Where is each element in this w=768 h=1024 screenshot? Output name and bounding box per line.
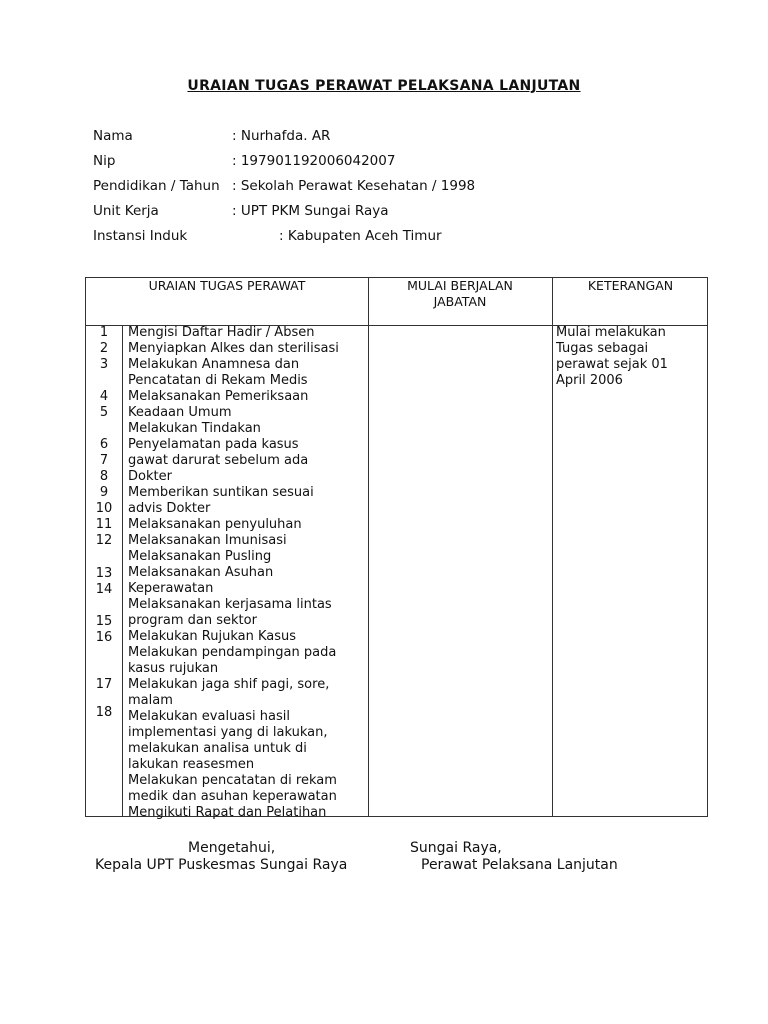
row-number: 2 [99,341,109,356]
info-value: : Sekolah Perawat Kesehatan / 1998 [232,178,476,194]
info-value: : Nurhafda. AR [232,128,331,144]
info-row-unit-kerja [93,203,389,219]
keterangan-text: Mulai melakukan Tugas sebagai perawat sejak 01 April 2006 [556,325,668,388]
row-number: 7 [99,453,109,468]
info-row-instansi [93,228,442,244]
row-number: 18 [95,705,113,720]
row-number: 12 [95,533,113,548]
row-number: 4 [99,389,109,404]
row-number: 9 [99,485,109,500]
row-number: 3 [99,357,109,372]
tasks-list: Mengisi Daftar Hadir / Absen Menyiapkan Alkes dan sterilisasi Melakukan Anamnesa dan Pencatatan di Rekam Medis Melaksanakan Pemeriksaan Keadaan Umum Melakukan Tindakan Penyelamatan pada kasus gawat darurat sebelum ada Dokter Memberikan suntikan sesuai advis Dokter Melaksanakan penyuluhan Melaksanakan Imunisasi Melaksanakan Pusling Melaksanakan Asuhan Keperawatan Melaksanakan kerjasama lintas program dan sektor Melakukan Rujukan Kasus Melakukan pendampingan pada kasus rujukan Melakukan jaga shif pagi, sore, malam Melakukan evaluasi hasil implementasi yang di lakukan, melakukan analisa untuk di lakukan reasesmen Melakukan pencatatan di rekam medik dan asuhan keperawatan Mengikuti Rapat dan Pelatihan [128,325,339,820]
row-number: 5 [99,405,109,420]
info-label: Nip [93,153,116,169]
signature-left-title: Kepala UPT Puskesmas Sungai Raya [95,857,348,873]
row-number: 13 [95,566,113,581]
signature-right-label: Sungai Raya, [410,840,502,856]
row-number: 10 [95,501,113,516]
header-uraian: URAIAN TUGAS PERAWAT [148,278,306,293]
row-number: 8 [99,469,109,484]
info-row-pendidikan [93,178,475,194]
signature-right-title: Perawat Pelaksana Lanjutan [421,857,618,873]
document-title: URAIAN TUGAS PERAWAT PELAKSANA LANJUTAN [187,78,581,94]
info-label: Instansi Induk [93,228,188,244]
info-value: : UPT PKM Sungai Raya [232,203,389,219]
row-number: 14 [95,582,113,597]
row-number: 1 [99,325,109,340]
row-number: 15 [95,614,113,629]
signature-left-label: Mengetahui, [188,840,276,856]
column-divider [368,278,369,816]
info-label: Nama [93,128,133,144]
header-mulai-berjalan: MULAI BERJALAN JABATAN [407,278,513,309]
column-divider [552,278,553,816]
info-value: : 197901192006042007 [232,153,396,169]
info-label: Unit Kerja [93,203,159,219]
row-number: 11 [95,517,113,532]
column-divider [122,325,123,816]
info-label: Pendidikan / Tahun [93,178,220,194]
row-number: 16 [95,630,113,645]
info-row-nip [93,153,395,169]
duties-table [85,277,708,820]
row-number: 17 [95,677,113,692]
row-number: 6 [99,437,109,452]
info-value: : Kabupaten Aceh Timur [279,228,442,244]
header-keterangan: KETERANGAN [587,278,674,293]
info-row-nama [93,128,330,144]
